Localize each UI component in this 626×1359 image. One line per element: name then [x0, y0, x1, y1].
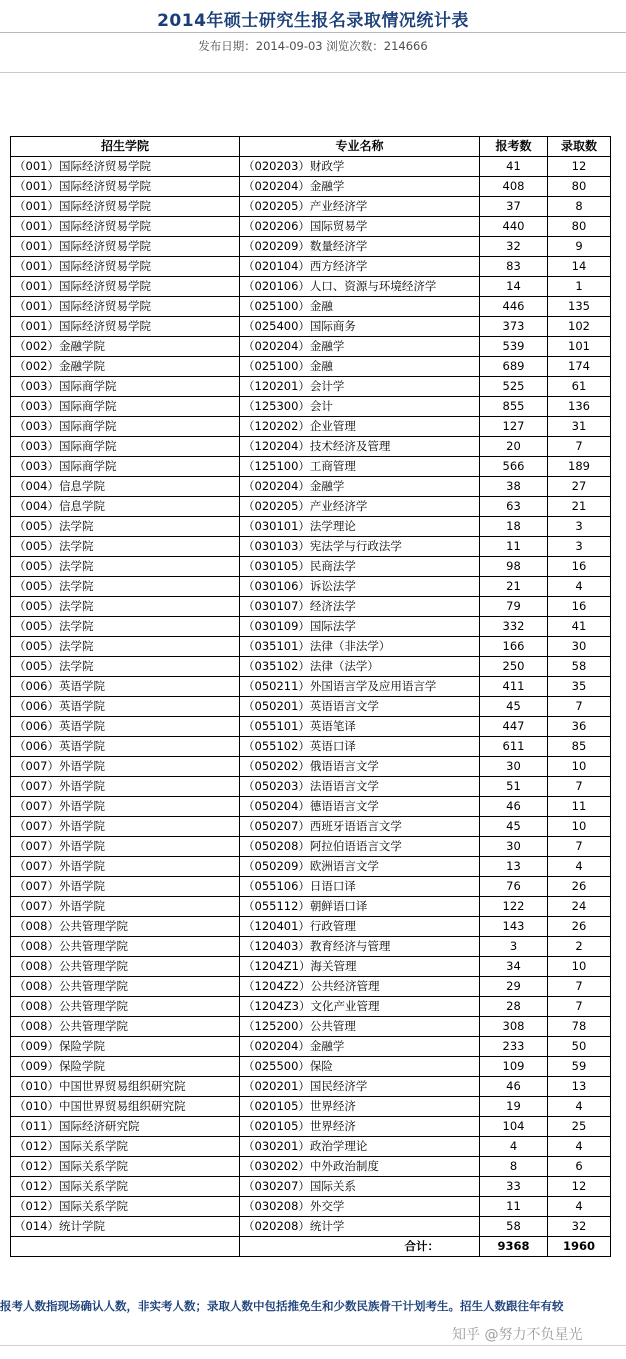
applicants-cell: 539	[480, 337, 548, 357]
watermark: 知乎 @努力不负星光	[452, 1327, 583, 1343]
major-cell: （055102）英语口译	[240, 737, 480, 757]
major-cell: （020208）统计学	[240, 1217, 480, 1237]
total-label: 合计：	[240, 1237, 480, 1257]
admitted-cell: 10	[548, 817, 611, 837]
major-cell: （020209）数量经济学	[240, 237, 480, 257]
admitted-cell: 27	[548, 477, 611, 497]
college-cell: （001）国际经济贸易学院	[11, 177, 240, 197]
major-cell: （020106）人口、资源与环境经济学	[240, 277, 480, 297]
admitted-cell: 32	[548, 1217, 611, 1237]
applicants-cell: 143	[480, 917, 548, 937]
college-cell: （001）国际经济贸易学院	[11, 217, 240, 237]
admitted-cell: 12	[548, 1177, 611, 1197]
applicants-cell: 689	[480, 357, 548, 377]
table-row	[11, 257, 611, 277]
table-row	[11, 517, 611, 537]
admitted-cell: 11	[548, 797, 611, 817]
admitted-cell: 7	[548, 777, 611, 797]
college-cell: （001）国际经济贸易学院	[11, 257, 240, 277]
major-cell: （050202）俄语语言文学	[240, 757, 480, 777]
major-cell: （120202）企业管理	[240, 417, 480, 437]
applicants-cell: 250	[480, 657, 548, 677]
major-cell: （055106）日语口译	[240, 877, 480, 897]
admitted-cell: 58	[548, 657, 611, 677]
college-cell: （007）外语学院	[11, 797, 240, 817]
college-cell: （012）国际关系学院	[11, 1157, 240, 1177]
major-cell: （050207）西班牙语语言文学	[240, 817, 480, 837]
table-row	[11, 1197, 611, 1217]
college-cell: （006）英语学院	[11, 737, 240, 757]
major-cell: （020201）国民经济学	[240, 1077, 480, 1097]
applicants-cell: 46	[480, 1077, 548, 1097]
admitted-cell: 50	[548, 1037, 611, 1057]
admitted-cell: 4	[548, 1097, 611, 1117]
college-cell: （007）外语学院	[11, 817, 240, 837]
applicants-cell: 4	[480, 1137, 548, 1157]
applicants-cell: 79	[480, 597, 548, 617]
admitted-cell: 4	[548, 857, 611, 877]
admitted-cell: 3	[548, 517, 611, 537]
college-cell: （008）公共管理学院	[11, 1017, 240, 1037]
admitted-cell: 189	[548, 457, 611, 477]
college-cell: （007）外语学院	[11, 837, 240, 857]
table-row	[11, 1137, 611, 1157]
applicants-cell: 855	[480, 397, 548, 417]
college-cell: （012）国际关系学院	[11, 1177, 240, 1197]
major-cell: （125200）公共管理	[240, 1017, 480, 1037]
admitted-cell: 12	[548, 157, 611, 177]
college-cell: （001）国际经济贸易学院	[11, 237, 240, 257]
table-row	[11, 917, 611, 937]
table-row	[11, 497, 611, 517]
total-row	[11, 1237, 611, 1257]
applicants-cell: 525	[480, 377, 548, 397]
college-cell: （001）国际经济贸易学院	[11, 297, 240, 317]
admitted-cell: 1	[548, 277, 611, 297]
table-row	[11, 397, 611, 417]
major-cell: （020105）世界经济	[240, 1097, 480, 1117]
table-row	[11, 657, 611, 677]
table-row	[11, 1057, 611, 1077]
applicants-cell: 41	[480, 157, 548, 177]
table-row	[11, 817, 611, 837]
admitted-cell: 13	[548, 1077, 611, 1097]
admitted-cell: 136	[548, 397, 611, 417]
applicants-cell: 20	[480, 437, 548, 457]
major-cell: （030202）中外政治制度	[240, 1157, 480, 1177]
table-row	[11, 1177, 611, 1197]
total-admitted: 1960	[548, 1237, 611, 1257]
admitted-cell: 102	[548, 317, 611, 337]
admitted-cell: 10	[548, 957, 611, 977]
major-cell: （050208）阿拉伯语语言文学	[240, 837, 480, 857]
major-cell: （025500）保险	[240, 1057, 480, 1077]
stats-table	[10, 136, 611, 1257]
college-cell: （004）信息学院	[11, 477, 240, 497]
header-major: 专业名称	[240, 137, 480, 157]
admitted-cell: 41	[548, 617, 611, 637]
admitted-cell: 9	[548, 237, 611, 257]
table-row	[11, 457, 611, 477]
applicants-cell: 34	[480, 957, 548, 977]
admitted-cell: 4	[548, 1137, 611, 1157]
admitted-cell: 25	[548, 1117, 611, 1137]
major-cell: （020204）金融学	[240, 337, 480, 357]
major-cell: （120403）教育经济与管理	[240, 937, 480, 957]
admitted-cell: 7	[548, 977, 611, 997]
college-cell: （003）国际商学院	[11, 417, 240, 437]
major-cell: （030207）国际关系	[240, 1177, 480, 1197]
applicants-cell: 19	[480, 1097, 548, 1117]
applicants-cell: 447	[480, 717, 548, 737]
applicants-cell: 122	[480, 897, 548, 917]
applicants-cell: 446	[480, 297, 548, 317]
table-row	[11, 477, 611, 497]
admitted-cell: 31	[548, 417, 611, 437]
admitted-cell: 36	[548, 717, 611, 737]
major-cell: （030109）国际法学	[240, 617, 480, 637]
college-cell: （004）信息学院	[11, 497, 240, 517]
major-cell: （050204）德语语言文学	[240, 797, 480, 817]
admitted-cell: 30	[548, 637, 611, 657]
college-cell: （001）国际经济贸易学院	[11, 277, 240, 297]
table-row	[11, 677, 611, 697]
table-row	[11, 937, 611, 957]
college-cell: （001）国际经济贸易学院	[11, 157, 240, 177]
college-cell: （005）法学院	[11, 517, 240, 537]
applicants-cell: 308	[480, 1017, 548, 1037]
header-college: 招生学院	[11, 137, 240, 157]
table-row	[11, 757, 611, 777]
admitted-cell: 21	[548, 497, 611, 517]
college-cell: （011）国际经济研究院	[11, 1117, 240, 1137]
admitted-cell: 78	[548, 1017, 611, 1037]
applicants-cell: 104	[480, 1117, 548, 1137]
major-cell: （050201）英语语言文学	[240, 697, 480, 717]
admitted-cell: 26	[548, 917, 611, 937]
applicants-cell: 611	[480, 737, 548, 757]
applicants-cell: 28	[480, 997, 548, 1017]
applicants-cell: 46	[480, 797, 548, 817]
table-row	[11, 1097, 611, 1117]
table-row	[11, 597, 611, 617]
college-cell: （001）国际经济贸易学院	[11, 197, 240, 217]
footnote: 报考人数指现场确认人数，非实考人数；录取人数中包括推免生和少数民族骨干计划考生。招生人数跟往年有较	[0, 1299, 564, 1313]
major-cell: （050209）欧洲语言文学	[240, 857, 480, 877]
page-title: 2014年硕士研究生报名录取情况统计表	[157, 11, 469, 31]
applicants-cell: 127	[480, 417, 548, 437]
major-cell: （030208）外交学	[240, 1197, 480, 1217]
admitted-cell: 10	[548, 757, 611, 777]
table-row	[11, 1217, 611, 1237]
applicants-cell: 332	[480, 617, 548, 637]
applicants-cell: 408	[480, 177, 548, 197]
table-row	[11, 277, 611, 297]
applicants-cell: 63	[480, 497, 548, 517]
applicants-cell: 38	[480, 477, 548, 497]
major-cell: （020205）产业经济学	[240, 197, 480, 217]
college-cell: （007）外语学院	[11, 877, 240, 897]
table-row	[11, 737, 611, 757]
college-cell: （005）法学院	[11, 577, 240, 597]
table-row	[11, 637, 611, 657]
admitted-cell: 80	[548, 217, 611, 237]
admitted-cell: 61	[548, 377, 611, 397]
admitted-cell: 26	[548, 877, 611, 897]
admitted-cell: 7	[548, 837, 611, 857]
college-cell: （010）中国世界贸易组织研究院	[11, 1097, 240, 1117]
table-row	[11, 777, 611, 797]
college-cell: （009）保险学院	[11, 1057, 240, 1077]
major-cell: （035101）法律（非法学）	[240, 637, 480, 657]
table-row	[11, 717, 611, 737]
major-cell: （055101）英语笔译	[240, 717, 480, 737]
major-cell: （1204Z3）文化产业管理	[240, 997, 480, 1017]
applicants-cell: 3	[480, 937, 548, 957]
college-cell: （003）国际商学院	[11, 397, 240, 417]
applicants-cell: 109	[480, 1057, 548, 1077]
table-row	[11, 437, 611, 457]
total-empty-cell	[11, 1237, 240, 1257]
publish-meta: 发布日期：2014-09-03 浏览次数：214666	[198, 39, 428, 53]
college-cell: （010）中国世界贸易组织研究院	[11, 1077, 240, 1097]
header-admitted: 录取数	[548, 137, 611, 157]
meta-divider	[0, 72, 626, 73]
college-cell: （008）公共管理学院	[11, 977, 240, 997]
major-cell: （1204Z1）海关管理	[240, 957, 480, 977]
table-row	[11, 1157, 611, 1177]
admitted-cell: 2	[548, 937, 611, 957]
table-row	[11, 837, 611, 857]
applicants-cell: 76	[480, 877, 548, 897]
header-applicants: 报考数	[480, 137, 548, 157]
major-cell: （020204）金融学	[240, 177, 480, 197]
admitted-cell: 174	[548, 357, 611, 377]
applicants-cell: 11	[480, 537, 548, 557]
major-cell: （030103）宪法学与行政法学	[240, 537, 480, 557]
table-row	[11, 417, 611, 437]
college-cell: （005）法学院	[11, 597, 240, 617]
applicants-cell: 11	[480, 1197, 548, 1217]
admitted-cell: 3	[548, 537, 611, 557]
table-header-row	[11, 137, 611, 157]
major-cell: （030106）诉讼法学	[240, 577, 480, 597]
college-cell: （005）法学院	[11, 657, 240, 677]
table-row	[11, 317, 611, 337]
college-cell: （006）英语学院	[11, 677, 240, 697]
table-row	[11, 377, 611, 397]
table-row	[11, 957, 611, 977]
major-cell: （050211）外国语言学及应用语言学	[240, 677, 480, 697]
college-cell: （005）法学院	[11, 557, 240, 577]
applicants-cell: 33	[480, 1177, 548, 1197]
applicants-cell: 18	[480, 517, 548, 537]
table-row	[11, 237, 611, 257]
table-row	[11, 857, 611, 877]
college-cell: （005）法学院	[11, 537, 240, 557]
major-cell: （025100）金融	[240, 297, 480, 317]
college-cell: （005）法学院	[11, 617, 240, 637]
major-cell: （020203）财政学	[240, 157, 480, 177]
college-cell: （002）金融学院	[11, 357, 240, 377]
college-cell: （014）统计学院	[11, 1217, 240, 1237]
table-row	[11, 877, 611, 897]
admitted-cell: 101	[548, 337, 611, 357]
major-cell: （025400）国际商务	[240, 317, 480, 337]
major-cell: （050203）法语语言文学	[240, 777, 480, 797]
applicants-cell: 29	[480, 977, 548, 997]
table-row	[11, 617, 611, 637]
table-row	[11, 1117, 611, 1137]
major-cell: （055112）朝鲜语口译	[240, 897, 480, 917]
college-cell: （012）国际关系学院	[11, 1197, 240, 1217]
major-cell: （035102）法律（法学）	[240, 657, 480, 677]
admitted-cell: 24	[548, 897, 611, 917]
table-row	[11, 997, 611, 1017]
admitted-cell: 16	[548, 597, 611, 617]
admitted-cell: 59	[548, 1057, 611, 1077]
admitted-cell: 16	[548, 557, 611, 577]
applicants-cell: 14	[480, 277, 548, 297]
college-cell: （008）公共管理学院	[11, 957, 240, 977]
major-cell: （125100）工商管理	[240, 457, 480, 477]
admitted-cell: 85	[548, 737, 611, 757]
major-cell: （120204）技术经济及管理	[240, 437, 480, 457]
table-row	[11, 337, 611, 357]
major-cell: （025100）金融	[240, 357, 480, 377]
college-cell: （005）法学院	[11, 637, 240, 657]
college-cell: （008）公共管理学院	[11, 917, 240, 937]
applicants-cell: 45	[480, 817, 548, 837]
admitted-cell: 4	[548, 577, 611, 597]
applicants-cell: 45	[480, 697, 548, 717]
table-row	[11, 177, 611, 197]
college-cell: （007）外语学院	[11, 857, 240, 877]
major-cell: （020204）金融学	[240, 477, 480, 497]
major-cell: （120401）行政管理	[240, 917, 480, 937]
table-row	[11, 897, 611, 917]
applicants-cell: 58	[480, 1217, 548, 1237]
college-cell: （008）公共管理学院	[11, 997, 240, 1017]
applicants-cell: 566	[480, 457, 548, 477]
applicants-cell: 30	[480, 757, 548, 777]
major-cell: （020205）产业经济学	[240, 497, 480, 517]
admitted-cell: 7	[548, 997, 611, 1017]
admitted-cell: 35	[548, 677, 611, 697]
major-cell: （030105）民商法学	[240, 557, 480, 577]
applicants-cell: 8	[480, 1157, 548, 1177]
college-cell: （006）英语学院	[11, 697, 240, 717]
applicants-cell: 233	[480, 1037, 548, 1057]
table-row	[11, 297, 611, 317]
college-cell: （008）公共管理学院	[11, 937, 240, 957]
major-cell: （020105）世界经济	[240, 1117, 480, 1137]
table-row	[11, 557, 611, 577]
applicants-cell: 21	[480, 577, 548, 597]
college-cell: （001）国际经济贸易学院	[11, 317, 240, 337]
table-row	[11, 697, 611, 717]
applicants-cell: 51	[480, 777, 548, 797]
college-cell: （007）外语学院	[11, 757, 240, 777]
applicants-cell: 32	[480, 237, 548, 257]
admitted-cell: 6	[548, 1157, 611, 1177]
college-cell: （009）保险学院	[11, 1037, 240, 1057]
table-row	[11, 537, 611, 557]
admitted-cell: 8	[548, 197, 611, 217]
applicants-cell: 373	[480, 317, 548, 337]
table-row	[11, 197, 611, 217]
applicants-cell: 166	[480, 637, 548, 657]
major-cell: （020104）西方经济学	[240, 257, 480, 277]
applicants-cell: 13	[480, 857, 548, 877]
college-cell: （012）国际关系学院	[11, 1137, 240, 1157]
major-cell: （1204Z2）公共经济管理	[240, 977, 480, 997]
admitted-cell: 7	[548, 697, 611, 717]
applicants-cell: 30	[480, 837, 548, 857]
major-cell: （120201）会计学	[240, 377, 480, 397]
major-cell: （125300）会计	[240, 397, 480, 417]
college-cell: （003）国际商学院	[11, 457, 240, 477]
college-cell: （002）金融学院	[11, 337, 240, 357]
applicants-cell: 83	[480, 257, 548, 277]
major-cell: （030107）经济法学	[240, 597, 480, 617]
bottom-divider	[0, 1345, 626, 1346]
admitted-cell: 7	[548, 437, 611, 457]
college-cell: （007）外语学院	[11, 897, 240, 917]
college-cell: （003）国际商学院	[11, 437, 240, 457]
table-row	[11, 357, 611, 377]
table-row	[11, 1077, 611, 1097]
admitted-cell: 14	[548, 257, 611, 277]
applicants-cell: 98	[480, 557, 548, 577]
college-cell: （003）国际商学院	[11, 377, 240, 397]
table-row	[11, 797, 611, 817]
table-row	[11, 1017, 611, 1037]
admitted-cell: 135	[548, 297, 611, 317]
table-row	[11, 577, 611, 597]
college-cell: （007）外语学院	[11, 777, 240, 797]
major-cell: （030201）政治学理论	[240, 1137, 480, 1157]
table-row	[11, 977, 611, 997]
major-cell: （020206）国际贸易学	[240, 217, 480, 237]
table-row	[11, 157, 611, 177]
admitted-cell: 4	[548, 1197, 611, 1217]
college-cell: （006）英语学院	[11, 717, 240, 737]
table-row	[11, 1037, 611, 1057]
applicants-cell: 440	[480, 217, 548, 237]
table-row	[11, 217, 611, 237]
admitted-cell: 80	[548, 177, 611, 197]
major-cell: （020204）金融学	[240, 1037, 480, 1057]
major-cell: （030101）法学理论	[240, 517, 480, 537]
applicants-cell: 411	[480, 677, 548, 697]
applicants-cell: 37	[480, 197, 548, 217]
title-divider	[0, 32, 626, 33]
total-applicants: 9368	[480, 1237, 548, 1257]
